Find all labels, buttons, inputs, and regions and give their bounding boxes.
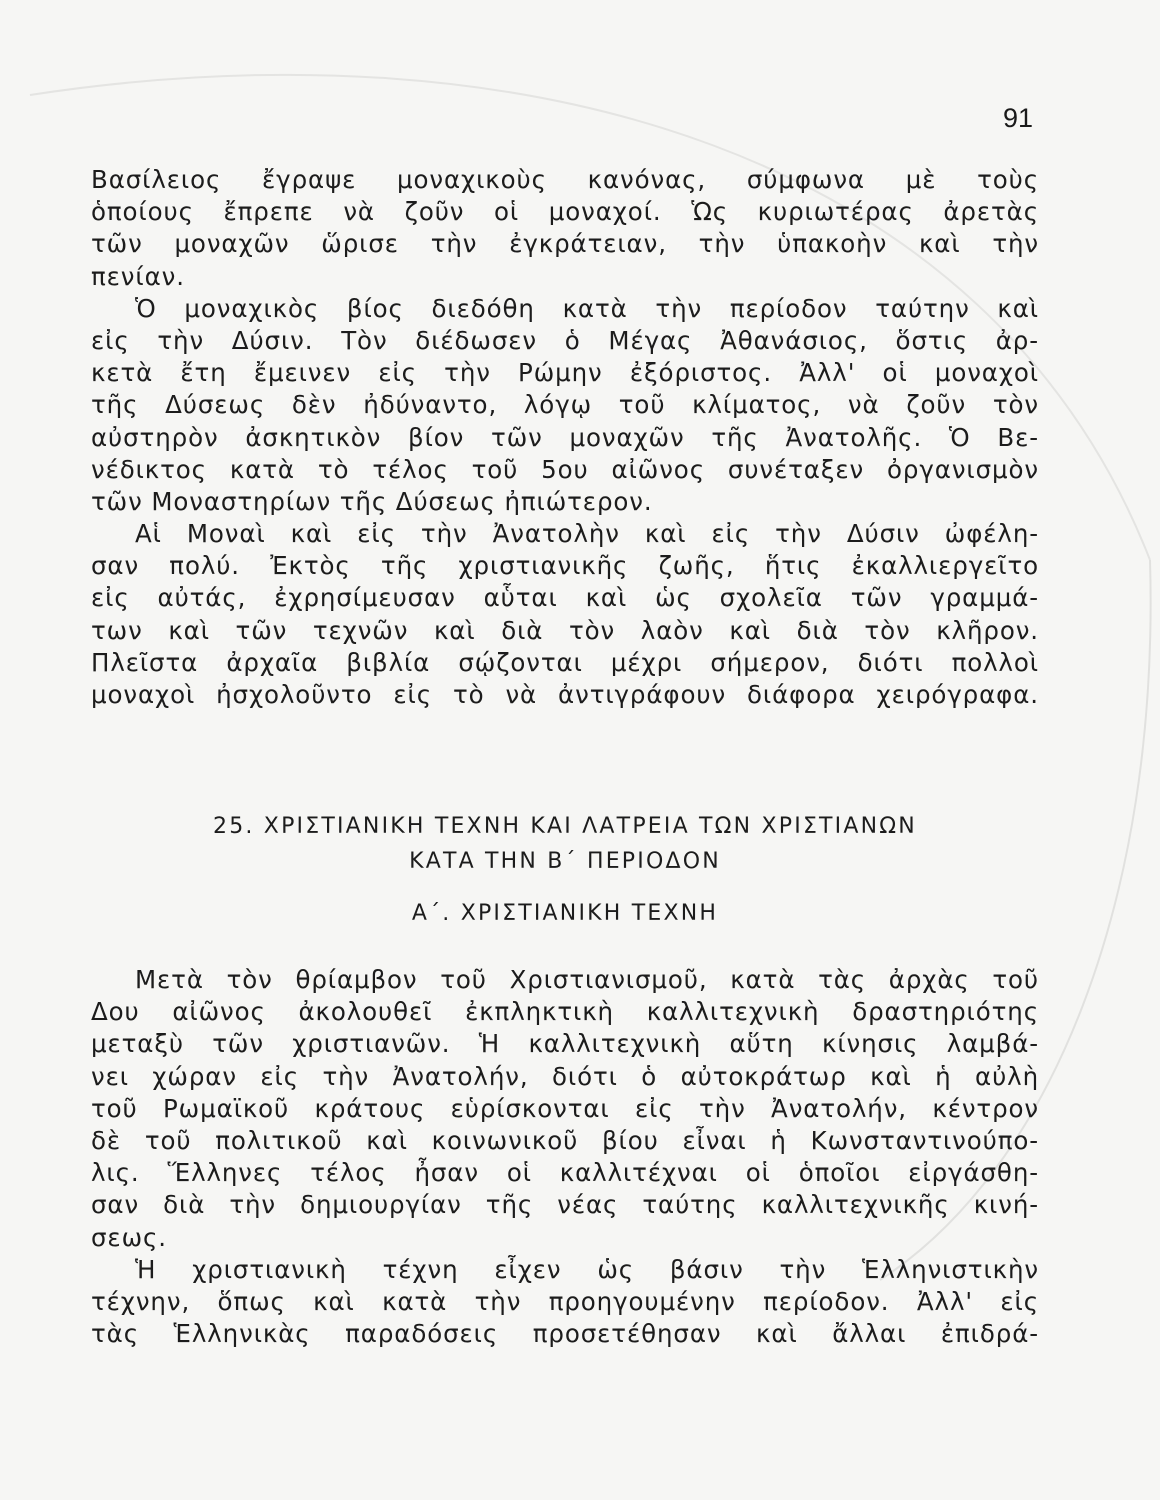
text-line: Ἡ χριστιανικὴ τέχνη εἶχεν ὡς βάσιν τὴν Ἑλληνιστικὴν [135, 1254, 1039, 1284]
text-line: πενίαν. [91, 261, 185, 291]
paragraph [91, 964, 1039, 1254]
text-line: Μετὰ τὸν θρίαμβον τοῦ Χριστιανισμοῦ, κατὰ τὰς ἀρχὰς τοῦ [135, 965, 1039, 994]
text-line: σεως. [91, 1222, 167, 1252]
text-line: σαν πολύ. Ἐκτὸς τῆς χριστιανικῆς ζωῆς, ἥτις ἐκαλλιεργεῖτο [91, 551, 1039, 581]
text-line: τέχνην, ὅπως καὶ κατὰ τὴν προηγουμένην περίοδον. Ἀλλ' εἰς [91, 1286, 1039, 1316]
text-line: μοναχοὶ ἠσχολοῦντο εἰς τὸ νὰ ἀντιγράφουν διάφορα χειρόγραφα. [91, 680, 1039, 709]
section-heading-line-2: ΚΑΤΑ ΤΗΝ Β΄ ΠΕΡΙΟΔΟΝ [409, 849, 721, 874]
paragraph [91, 164, 1039, 293]
paragraph [91, 1254, 1039, 1351]
text-line: σαν διὰ τὴν δημιουργίαν τῆς νέας ταύτης καλλιτεχνικῆς κινή- [91, 1190, 1039, 1220]
text-line: Ὁ μοναχικὸς βίος διεδόθη κατὰ τὴν περίοδον ταύτην καὶ [135, 293, 1039, 323]
text-line: ὁποίους ἔπρεπε νὰ ζοῦν οἱ μοναχοί. Ὡς κυριωτέρας ἀρετὰς [91, 197, 1039, 227]
section-heading: 25. ΧΡΙΣΤΙΑΝΙΚΗ ΤΕΧΝΗ ΚΑΙ ΛΑΤΡΕΙΑ ΤΩΝ ΧΡΙΣΤΙΑΝΩΝ [213, 814, 917, 839]
text-line: δὲ τοῦ πολιτικοῦ καὶ κοινωνικοῦ βίου εἶναι ἡ Κωνσταντινούπο- [91, 1125, 1039, 1155]
text-line: Βασίλειος ἔγραψε μοναχικοὺς κανόνας, σύμφωνα μὲ τοὺς [91, 165, 1039, 194]
text-line: τὰς Ἑλληνικὰς παραδόσεις προσετέθησαν καὶ ἄλλαι ἐπιδρά- [91, 1319, 1039, 1349]
text-line: τῶν μοναχῶν ὥρισε τὴν ἐγκράτειαν, τὴν ὑπακοὴν καὶ τὴν [91, 229, 1039, 259]
page-number: 91 [1003, 103, 1034, 133]
subheading: Α΄. ΧΡΙΣΤΙΑΝΙΚΗ ΤΕΧΝΗ [411, 901, 719, 926]
text-line: τῶν Μοναστηρίων τῆς Δύσεως ἠπιώτερον. [91, 486, 653, 516]
text-line: Πλεῖστα ἀρχαῖα βιβλία σῴζονται μέχρι σήμερον, διότι πολλοὶ [91, 647, 1039, 677]
paragraph [91, 518, 1039, 711]
text-line: Αἱ Μοναὶ καὶ εἰς τὴν Ἀνατολὴν καὶ εἰς τὴν Δύσιν ὠφέλη- [135, 519, 1039, 549]
text-line: των καὶ τῶν τεχνῶν καὶ διὰ τὸν λαὸν καὶ διὰ τὸν κλῆρον. [91, 615, 1039, 645]
text-line: εἰς αὐτάς, ἐχρησίμευσαν αὗται καὶ ὡς σχολεῖα τῶν γραμμά- [91, 583, 1039, 613]
text-line: νέδικτος κατὰ τὸ τέλος τοῦ 5ου αἰῶνος συνέταξεν ὀργανισμὸν [91, 454, 1039, 484]
text-line: τοῦ Ρωμαϊκοῦ κράτους εὑρίσκονται εἰς τὴν Ἀνατολήν, κέντρον [91, 1093, 1039, 1123]
body-text-bottom [91, 964, 1039, 1350]
text-line: αὐστηρὸν ἀσκητικὸν βίον τῶν μοναχῶν τῆς Ἀνατολῆς. Ὁ Βε- [91, 422, 1039, 452]
text-line: τῆς Δύσεως δὲν ἠδύναντο, λόγῳ τοῦ κλίματος, νὰ ζοῦν τὸν [91, 390, 1039, 420]
paragraph [91, 293, 1039, 518]
text-line: εἰς τὴν Δύσιν. Τὸν διέδωσεν ὁ Μέγας Ἀθανάσιος, ὅστις ἀρ- [91, 325, 1039, 355]
text-line: κετὰ ἔτη ἔμεινεν εἰς τὴν Ρώμην ἐξόριστος. Ἀλλ' οἱ μοναχοὶ [91, 358, 1039, 388]
body-text-top [91, 164, 1039, 711]
text-line: νει χώραν εἰς τὴν Ἀνατολήν, διότι ὁ αὐτοκράτωρ καὶ ἡ αὐλὴ [91, 1061, 1039, 1091]
text-line: μεταξὺ τῶν χριστιανῶν. Ἡ καλλιτεχνικὴ αὕτη κίνησις λαμβά- [91, 1029, 1039, 1059]
text-line: λις. Ἕλληνες τέλος ἦσαν οἱ καλλιτέχναι οἱ ὁποῖοι εἰργάσθη- [91, 1158, 1039, 1188]
text-line: Δου αἰῶνος ἀκολουθεῖ ἐκπληκτικὴ καλλιτεχνικὴ δραστηριότης [91, 997, 1039, 1027]
